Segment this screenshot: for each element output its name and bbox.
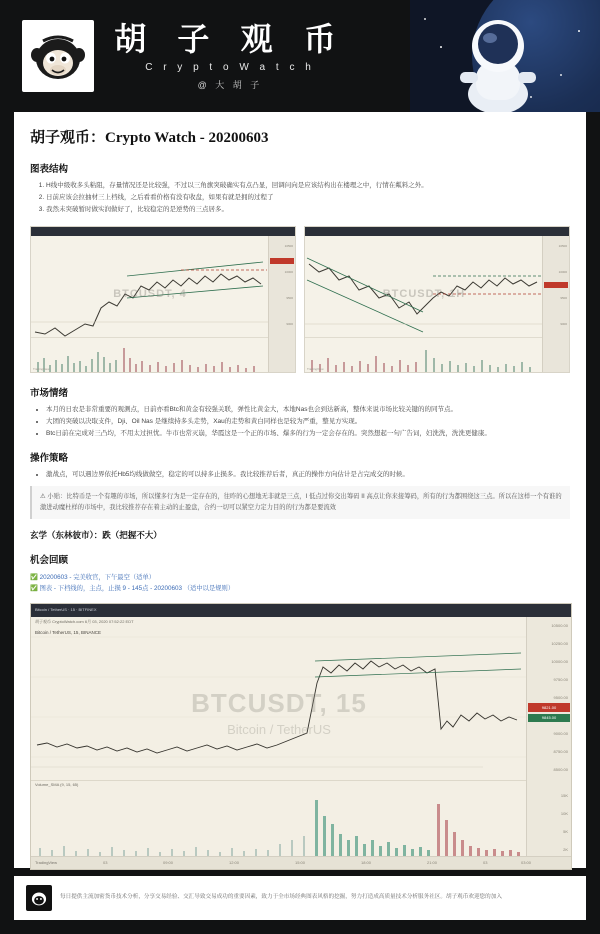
volume-axis-label: 10K — [560, 810, 568, 816]
chart-watermark-main: BTCUSDT, 15 — [191, 687, 367, 718]
strategy-list — [30, 470, 570, 480]
header-subtitle: C r y p t o W a t c h — [145, 62, 315, 73]
page-title: 胡子观币：Crypto Watch - 20200603 — [30, 130, 269, 146]
axis-label: 10500.00 — [551, 622, 568, 628]
chart-footer: TradingView — [33, 367, 50, 372]
structure-list — [30, 181, 570, 215]
star-icon — [578, 30, 580, 32]
chart-toolbar — [305, 227, 569, 236]
volume-axis-label: 15K — [560, 792, 568, 798]
time-axis-label: 15:00 — [295, 859, 306, 865]
axis-label: 10500 — [558, 244, 567, 249]
volume-axis-label: 2K — [563, 846, 568, 852]
axis-label: 9000 — [286, 322, 293, 327]
monkey-logo-icon — [26, 885, 52, 911]
axis-label: 9500.00 — [553, 694, 568, 700]
volume-axis-label: 5K — [563, 828, 568, 834]
chart-small-right[interactable] — [304, 226, 570, 373]
chart-footer: TradingView — [307, 367, 324, 372]
last-price-tag-secondary: 9845.00 — [528, 714, 570, 722]
star-icon — [424, 18, 426, 20]
chart-toolbar: Bitcoin / TetherUS · 15 · BITFINEX — [31, 604, 571, 617]
section-heading: 图表结构 — [30, 164, 69, 175]
axis-label: 10500 — [284, 244, 293, 249]
header-handle: @ 大 胡 子 — [197, 80, 263, 90]
volume-header: Volume_SMA (9, 15, 65) — [35, 781, 79, 787]
section-sentiment — [30, 385, 570, 439]
tradingview-label: TradingView — [35, 859, 58, 865]
list-item: 3. 我然未突破暂时做实润做好了，比较稳定的是逆势的三点居多。 — [46, 205, 570, 215]
chart-bottom-bar[interactable] — [31, 856, 571, 869]
list-item: 1. H线中级收多头粘阻，存量情况还是比较强，不过以三角旗突破确实有点凸显，回调问向是应该结构出在楼理之中，行情在粼料之外。 — [46, 181, 570, 191]
list-item: • Btc日前在完成对三凸均，不用太过担忧。牛市也常灭崩，华霞这是一个正的市场、爆多的行为一定会存在的。突然想起一句广告词，妇洗洗，洗洗更健康。 — [46, 429, 570, 439]
axis-label: 9500 — [560, 296, 567, 301]
chart-small-left[interactable] — [30, 226, 296, 373]
time-axis-label: 03 — [483, 859, 488, 865]
axis-label: 9500 — [286, 296, 293, 301]
section-heading: 市场情绪 — [30, 388, 69, 400]
section-heading: 操作策略 — [30, 453, 69, 465]
volume-panel — [31, 337, 269, 372]
time-axis-label: 03:00 — [521, 859, 532, 865]
last-price-tag: 9821.00 — [528, 703, 570, 712]
panel-divider — [31, 780, 527, 781]
document-sheet — [14, 112, 586, 868]
section-strategy — [30, 450, 570, 540]
review-badge: ✅ 图表 - 下档线的，主点，止损 9 - 145点 - 20200603 （适中以是规则） — [30, 584, 235, 592]
star-icon — [440, 46, 442, 48]
strategy-note: ⚠ 小贴：比特币是一个有趣的市场，所以懂多行为是一定存在的，往昨的心想地无非就是三点，I 低点过你交出筹码 II 高点让你来接筹码，所有的行为都围绕这三点。所以在这样一个有谁的激进动魔杜样的市场中，我比较推荐存在着主动的止盈盘，合约一切可以紧空力定力目的的行为都是要流效 — [30, 486, 570, 518]
chart-symbol-line: Bitcoin / TetherUS, 15, BINANCE — [35, 629, 101, 635]
page-footer — [14, 876, 586, 920]
brand-logo — [22, 20, 94, 92]
axis-label: 9000 — [560, 322, 567, 327]
astronaut-planet-illustration — [410, 0, 600, 112]
axis-label: 10000.00 — [551, 658, 568, 664]
last-price-tag — [544, 282, 568, 288]
chart-watermark-sub: Bitcoin / TetherUS — [227, 721, 331, 737]
list-item: • 本月的日农是非常重要的观测点，日前亦看Btc和黄金有较强关联，弹性比黄金大，本地Nas也会到达新高，整体来说市场比较关键的的同节点。 — [46, 405, 570, 415]
price-axis — [542, 236, 569, 372]
time-axis-label: 12:00 — [229, 859, 240, 865]
volume-series — [31, 790, 527, 856]
section-review — [30, 552, 570, 592]
axis-label: 10000 — [284, 270, 293, 275]
chart-toolbar — [31, 227, 295, 236]
axis-label: 9000.00 — [553, 730, 568, 736]
volume-panel — [305, 337, 543, 372]
page-header — [0, 0, 600, 112]
list-item: • 大团的突破以决取支件，Dji、Oil Nas 是继续持多头走势，Xau的走势和黄白同样也是较为严重，整见方实现。 — [46, 417, 570, 427]
axis-label: 10250.00 — [551, 640, 568, 646]
axis-label: 8750.00 — [553, 748, 568, 754]
strategy-subheading: 玄学（东林彼市）：跌（把握不大） — [30, 529, 162, 540]
list-item: • 激战点，可以遇边界依托Hb5均线做做空，稳定的可以持多止损多。我比较推荐后者，真正的操作方向估计是占完成交的时候。 — [46, 470, 570, 480]
axis-label: 8500.00 — [553, 766, 568, 772]
axis-label: 9750.00 — [553, 676, 568, 682]
chart-big[interactable] — [30, 603, 572, 870]
star-icon — [560, 74, 562, 76]
section-structure — [30, 161, 570, 215]
chart-pair — [30, 226, 570, 373]
astronaut-icon — [452, 8, 544, 112]
header-title: 胡 子 观 币 — [114, 20, 346, 58]
chart-watermark: BTCUSDT, 4 — [113, 287, 187, 300]
review-badge: ✅ 20200603 - 完美收官，下午最空（适单） — [30, 573, 156, 581]
list-item: 2. 日前应该会拉抽材三上档线，之后看看价格有没有收盘，如果有就是拥的过程了 — [46, 193, 570, 203]
time-axis-label: 18:00 — [361, 859, 372, 865]
footer-text: 每日提供主流加密货币技术分析，分享交易经验、交汇导致交易成功的重要因素，致力于全市场经典图表风格的挖掘，努力打造成高质量技术分析服务社区。胡子观币欢迎您的加入 — [60, 894, 502, 901]
time-axis-label: 21:00 — [427, 859, 438, 865]
section-heading: 机会回顾 — [30, 554, 69, 566]
price-axis — [526, 617, 571, 869]
sentiment-list — [30, 405, 570, 439]
chart-watermark: BTCUSDT, 1H — [382, 287, 466, 300]
axis-label: 10000 — [558, 270, 567, 275]
monkey-logo-icon — [27, 25, 89, 87]
time-axis-label: 03 — [103, 859, 108, 865]
chart-meta: 胡子观币 CryptoWatch.com 6月 03, 2020 07:52:22 EDT — [35, 618, 134, 624]
price-axis — [268, 236, 295, 372]
last-price-tag — [270, 258, 294, 264]
time-axis-label: 09:00 — [163, 859, 174, 865]
